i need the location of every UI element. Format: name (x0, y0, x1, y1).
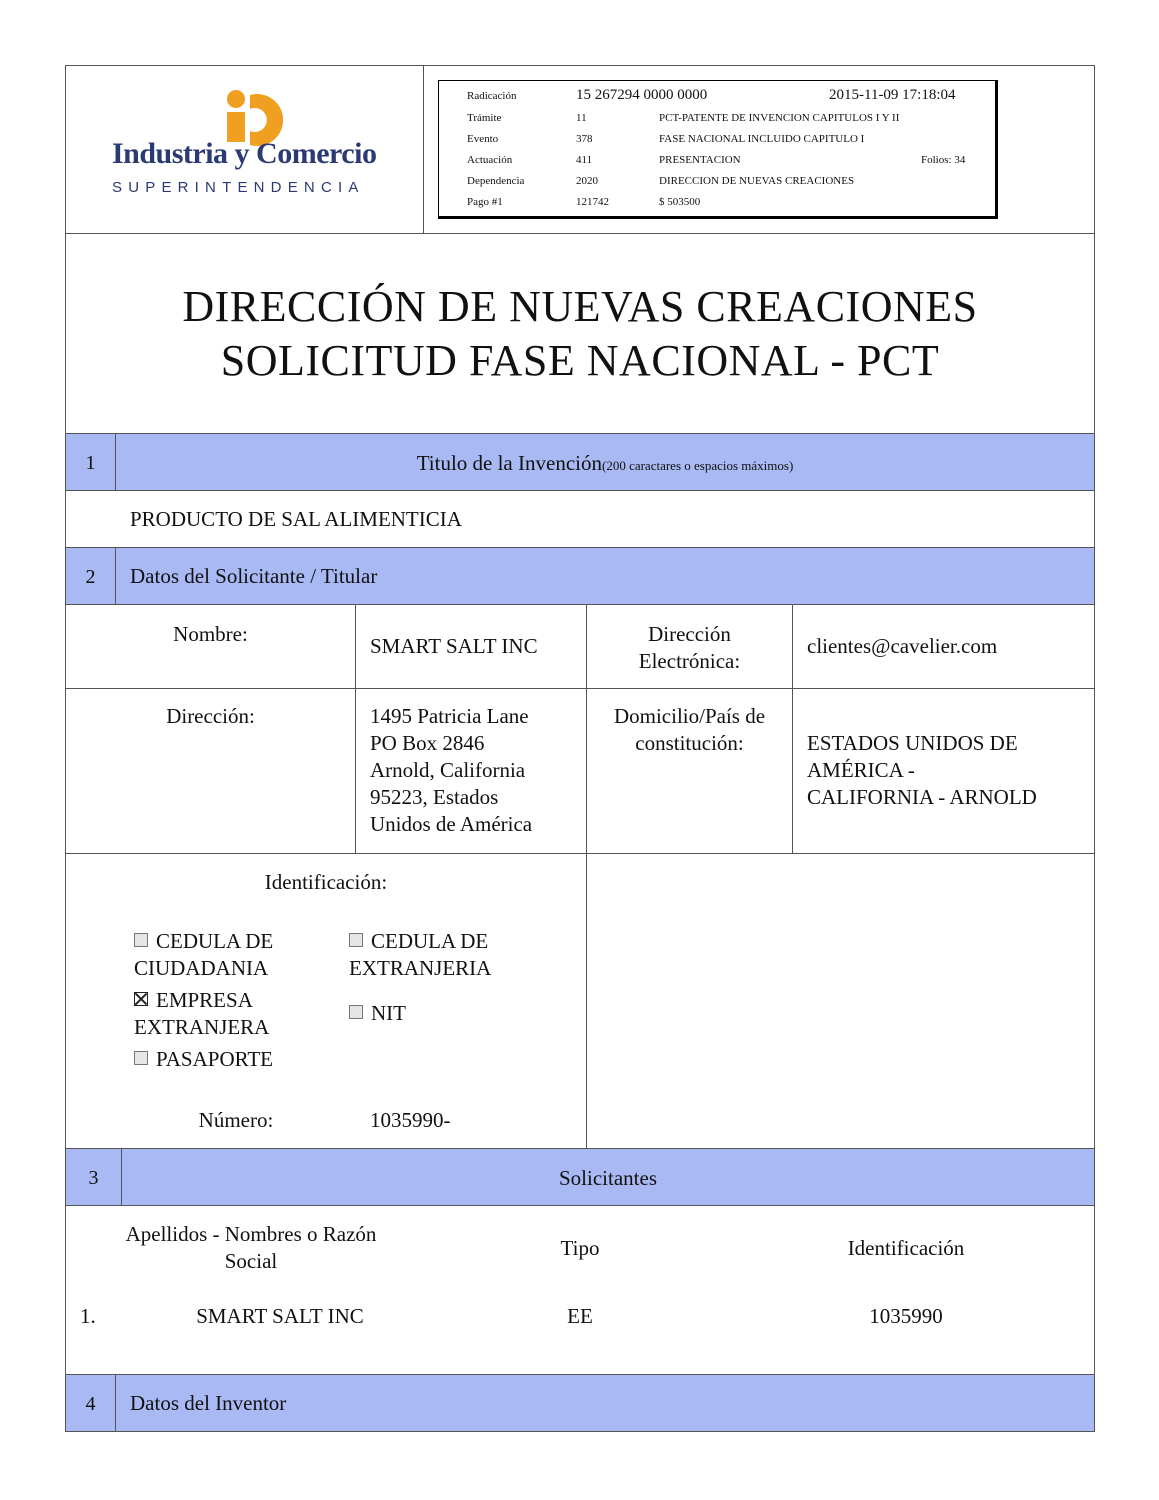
direccion-line: 1495 Patricia Lane (370, 704, 529, 728)
domicilio-line: CALIFORNIA - ARNOLD (807, 785, 1037, 809)
logo (100, 85, 400, 210)
checkbox-icon[interactable] (349, 933, 363, 947)
checkbox-icon[interactable] (349, 1005, 363, 1019)
section-3-title: Solicitantes (559, 1166, 657, 1190)
row-identificacion: 1035990 (869, 1304, 943, 1328)
section-title-note: (200 caractares o espacios máximos) (601, 458, 794, 473)
email-value: clientes@cavelier.com (807, 634, 998, 658)
option-label: NIT (371, 1001, 406, 1025)
domicilio-line: ESTADOS UNIDOS DE (807, 731, 1018, 755)
domicilio-line: AMÉRICA - (807, 758, 915, 782)
section-2-title: Datos del Solicitante / Titular (130, 564, 378, 588)
section-1-title (116, 450, 1094, 479)
stamp-desc: PCT-PATENTE DE INVENCION CAPITULOS I Y II (659, 112, 900, 124)
divider (65, 604, 1095, 605)
row-tipo: EE (567, 1304, 593, 1328)
logo-subtitle: SUPERINTENDENCIA (112, 179, 365, 196)
email-label-1: Dirección (648, 622, 731, 646)
checkbox-icon[interactable] (134, 1051, 148, 1065)
section-number: 2 (85, 566, 96, 588)
numero-label: Número: (198, 1108, 274, 1132)
col-divider (115, 547, 116, 604)
option-pasaporte[interactable] (134, 1046, 273, 1073)
stamp-label: Trámite (467, 112, 502, 124)
option-label: CIUDADANIA (134, 956, 269, 980)
col-header-name: Social (224, 1249, 278, 1273)
stamp-code: 15 267294 0000 0000 (576, 87, 708, 103)
stamp-code: 11 (576, 112, 587, 124)
col-divider (355, 604, 356, 853)
stamp-code: 378 (576, 133, 593, 145)
col-divider (586, 604, 587, 1148)
invention-title-value: PRODUCTO DE SAL ALIMENTICIA (130, 507, 462, 531)
section-number: 1 (85, 452, 96, 474)
row-name: SMART SALT INC (196, 1304, 364, 1328)
email-label-2: Electrónica: (638, 649, 741, 673)
stamp-label: Radicación (467, 90, 517, 102)
stamp-code: 411 (576, 154, 593, 166)
direccion-line: Unidos de América (370, 812, 533, 836)
domicilio-label-2: constitución: (635, 731, 744, 755)
divider (65, 853, 1095, 854)
stamp-code: 121742 (576, 196, 609, 208)
stamp-code: 2020 (576, 175, 598, 187)
numero-value: 1035990- (370, 1108, 451, 1132)
section-number: 3 (88, 1167, 99, 1189)
row-index: 1. (80, 1304, 96, 1328)
checkbox-icon[interactable] (134, 933, 148, 947)
col-divider (115, 1374, 116, 1431)
stamp-label: Pago #1 (467, 196, 503, 208)
divider (65, 688, 1095, 689)
option-label: EMPRESA (156, 988, 253, 1012)
option-label: EXTRANJERIA (349, 956, 492, 980)
col-header-tipo: Tipo (560, 1236, 600, 1260)
stamp-datetime: 2015-11-09 17:18:04 (829, 87, 956, 103)
option-label: EXTRANJERA (134, 1015, 270, 1039)
stamp-desc: FASE NACIONAL INCLUIDO CAPITULO I (659, 133, 865, 145)
option-cedula-ciudadania[interactable] (134, 928, 273, 982)
stamp-folios: Folios: 34 (921, 154, 966, 166)
option-label: PASAPORTE (156, 1047, 274, 1071)
direccion-line: PO Box 2846 (370, 731, 485, 755)
nombre-label: Nombre: (173, 622, 248, 646)
col-header-identificacion: Identificación (847, 1236, 965, 1260)
direccion-line: Arnold, California (370, 758, 526, 782)
stamp-desc: $ 503500 (659, 196, 701, 208)
page-title: DIRECCIÓN DE NUEVAS CREACIONES (182, 282, 978, 331)
divider (65, 233, 1095, 234)
option-nit[interactable] (349, 1000, 406, 1027)
option-empresa-extranjera[interactable] (134, 987, 269, 1041)
header-divider (423, 65, 424, 233)
stamp-label: Actuación (467, 154, 513, 166)
identificacion-label: Identificación: (264, 870, 388, 894)
domicilio-label-1: Domicilio/País de (613, 704, 766, 728)
section-4-title: Datos del Inventor (130, 1391, 287, 1415)
nombre-value: SMART SALT INC (370, 634, 538, 658)
col-divider (792, 604, 793, 853)
direccion-label: Dirección: (166, 704, 255, 728)
option-cedula-extranjeria[interactable] (349, 928, 491, 982)
section-title-text: Titulo de la Invención (416, 451, 602, 475)
option-label: CEDULA DE (371, 929, 489, 953)
page-subtitle: SOLICITUD FASE NACIONAL - PCT (220, 336, 940, 385)
radication-stamp (438, 80, 998, 219)
section-number: 4 (85, 1393, 96, 1415)
stamp-label: Evento (467, 133, 499, 145)
divider (65, 490, 1095, 491)
divider (65, 1205, 1095, 1206)
direccion-line: 95223, Estados (370, 785, 499, 809)
stamp-label: Dependencia (467, 175, 525, 187)
option-label: CEDULA DE (156, 929, 274, 953)
logo-name: Industria y Comercio (112, 137, 377, 170)
stamp-desc: PRESENTACION (659, 154, 741, 166)
stamp-desc: DIRECCION DE NUEVAS CREACIONES (659, 175, 855, 187)
checked-checkbox-icon[interactable] (134, 992, 148, 1006)
col-header-name: Apellidos - Nombres o Razón (125, 1222, 377, 1246)
